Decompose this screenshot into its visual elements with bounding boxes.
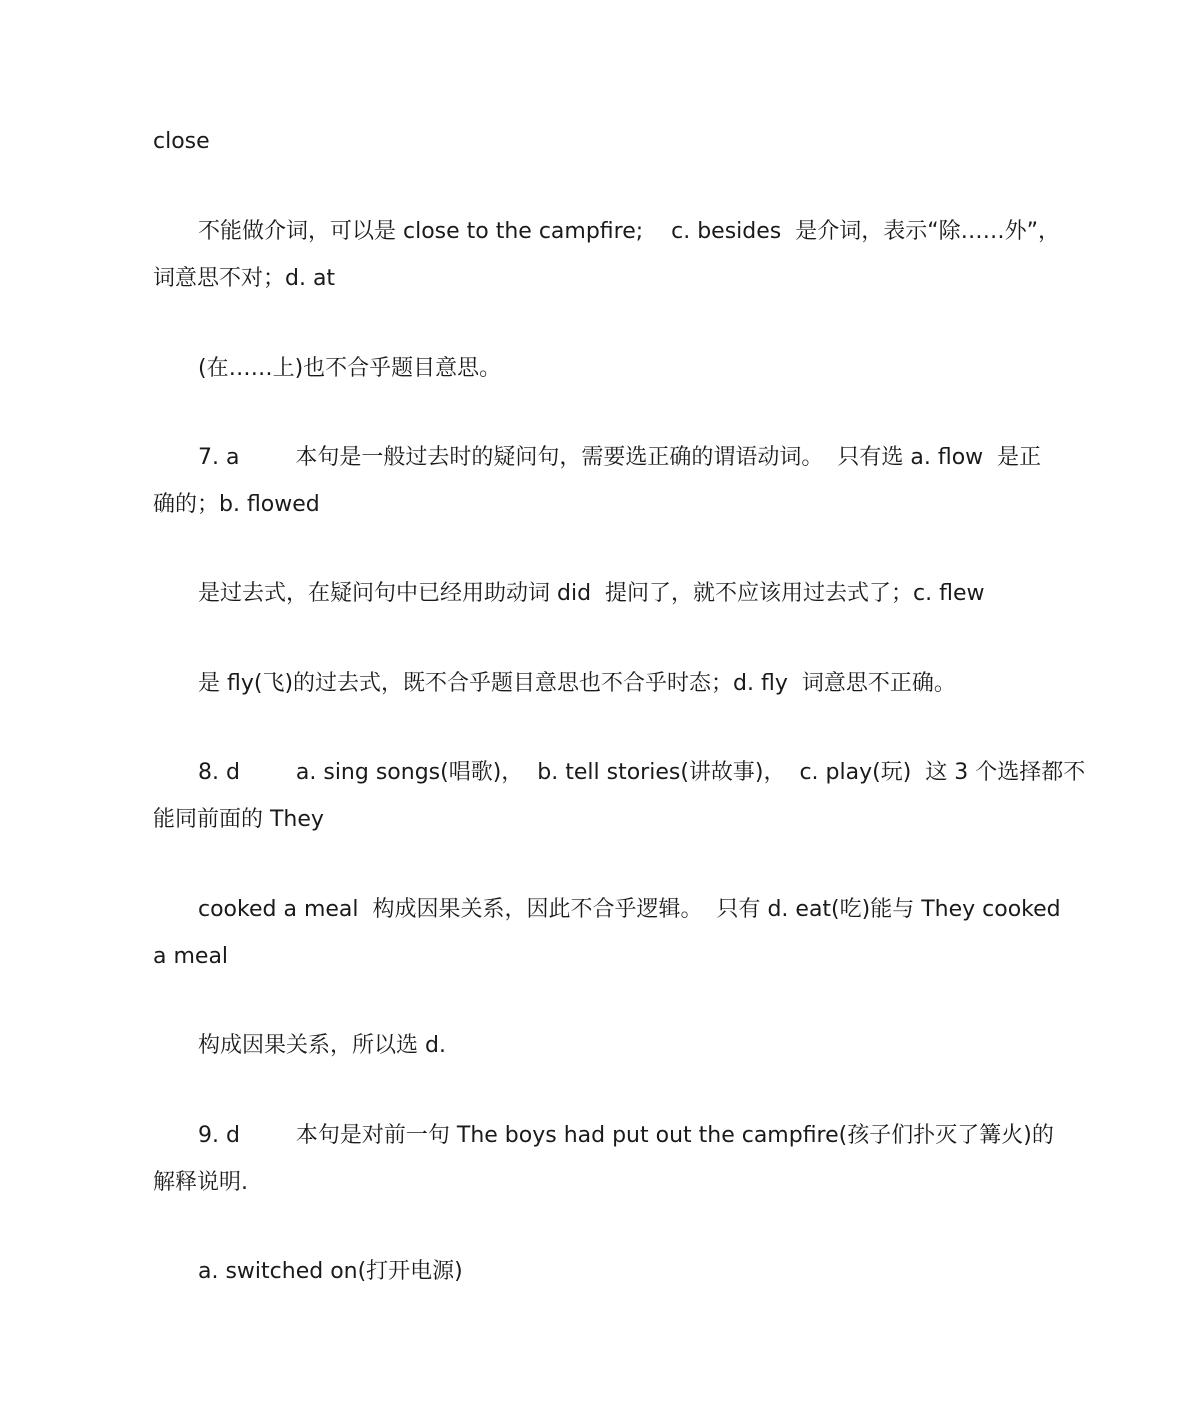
text-line: 8. d a. sing songs(唱歌)， b. tell stories(讲故事)， c. play(玩) 这 3 个选择都不 bbox=[198, 760, 1086, 785]
text-line: 确的；b. flowed bbox=[153, 492, 320, 517]
text-line: a. switched on(打开电源) bbox=[198, 1259, 463, 1284]
text-line: close bbox=[153, 129, 210, 154]
text-line: cooked a meal 构成因果关系，因此不合乎逻辑。 只有 d. eat(吃)能与 They cooked bbox=[198, 897, 1061, 922]
text-line: 解释说明. bbox=[153, 1170, 248, 1195]
text-line: 是 fly(飞)的过去式，既不合乎题目意思也不合乎时态；d. fly 词意思不正确。 bbox=[198, 671, 956, 696]
text-line: 词意思不对；d. at bbox=[153, 266, 336, 291]
text-line: 能同前面的 They bbox=[153, 807, 324, 832]
text-line: 7. a 本句是一般过去时的疑问句，需要选正确的谓语动词。 只有选 a. flow 是正 bbox=[198, 445, 1042, 470]
text-line: 不能做介词，可以是 close to the campfire; c. besides 是介词，表示“除……外”， bbox=[198, 219, 1061, 244]
text-line: (在……上)也不合乎题目意思。 bbox=[198, 356, 502, 381]
text-line: a meal bbox=[153, 944, 229, 969]
text-line: 9. d 本句是对前一句 The boys had put out the campfire(孩子们扑灭了篝火)的 bbox=[198, 1123, 1054, 1148]
text-line: 构成因果关系，所以选 d. bbox=[198, 1033, 446, 1058]
text-line: 是过去式，在疑问句中已经用助动词 did 提问了，就不应该用过去式了；c. flew bbox=[198, 581, 985, 606]
